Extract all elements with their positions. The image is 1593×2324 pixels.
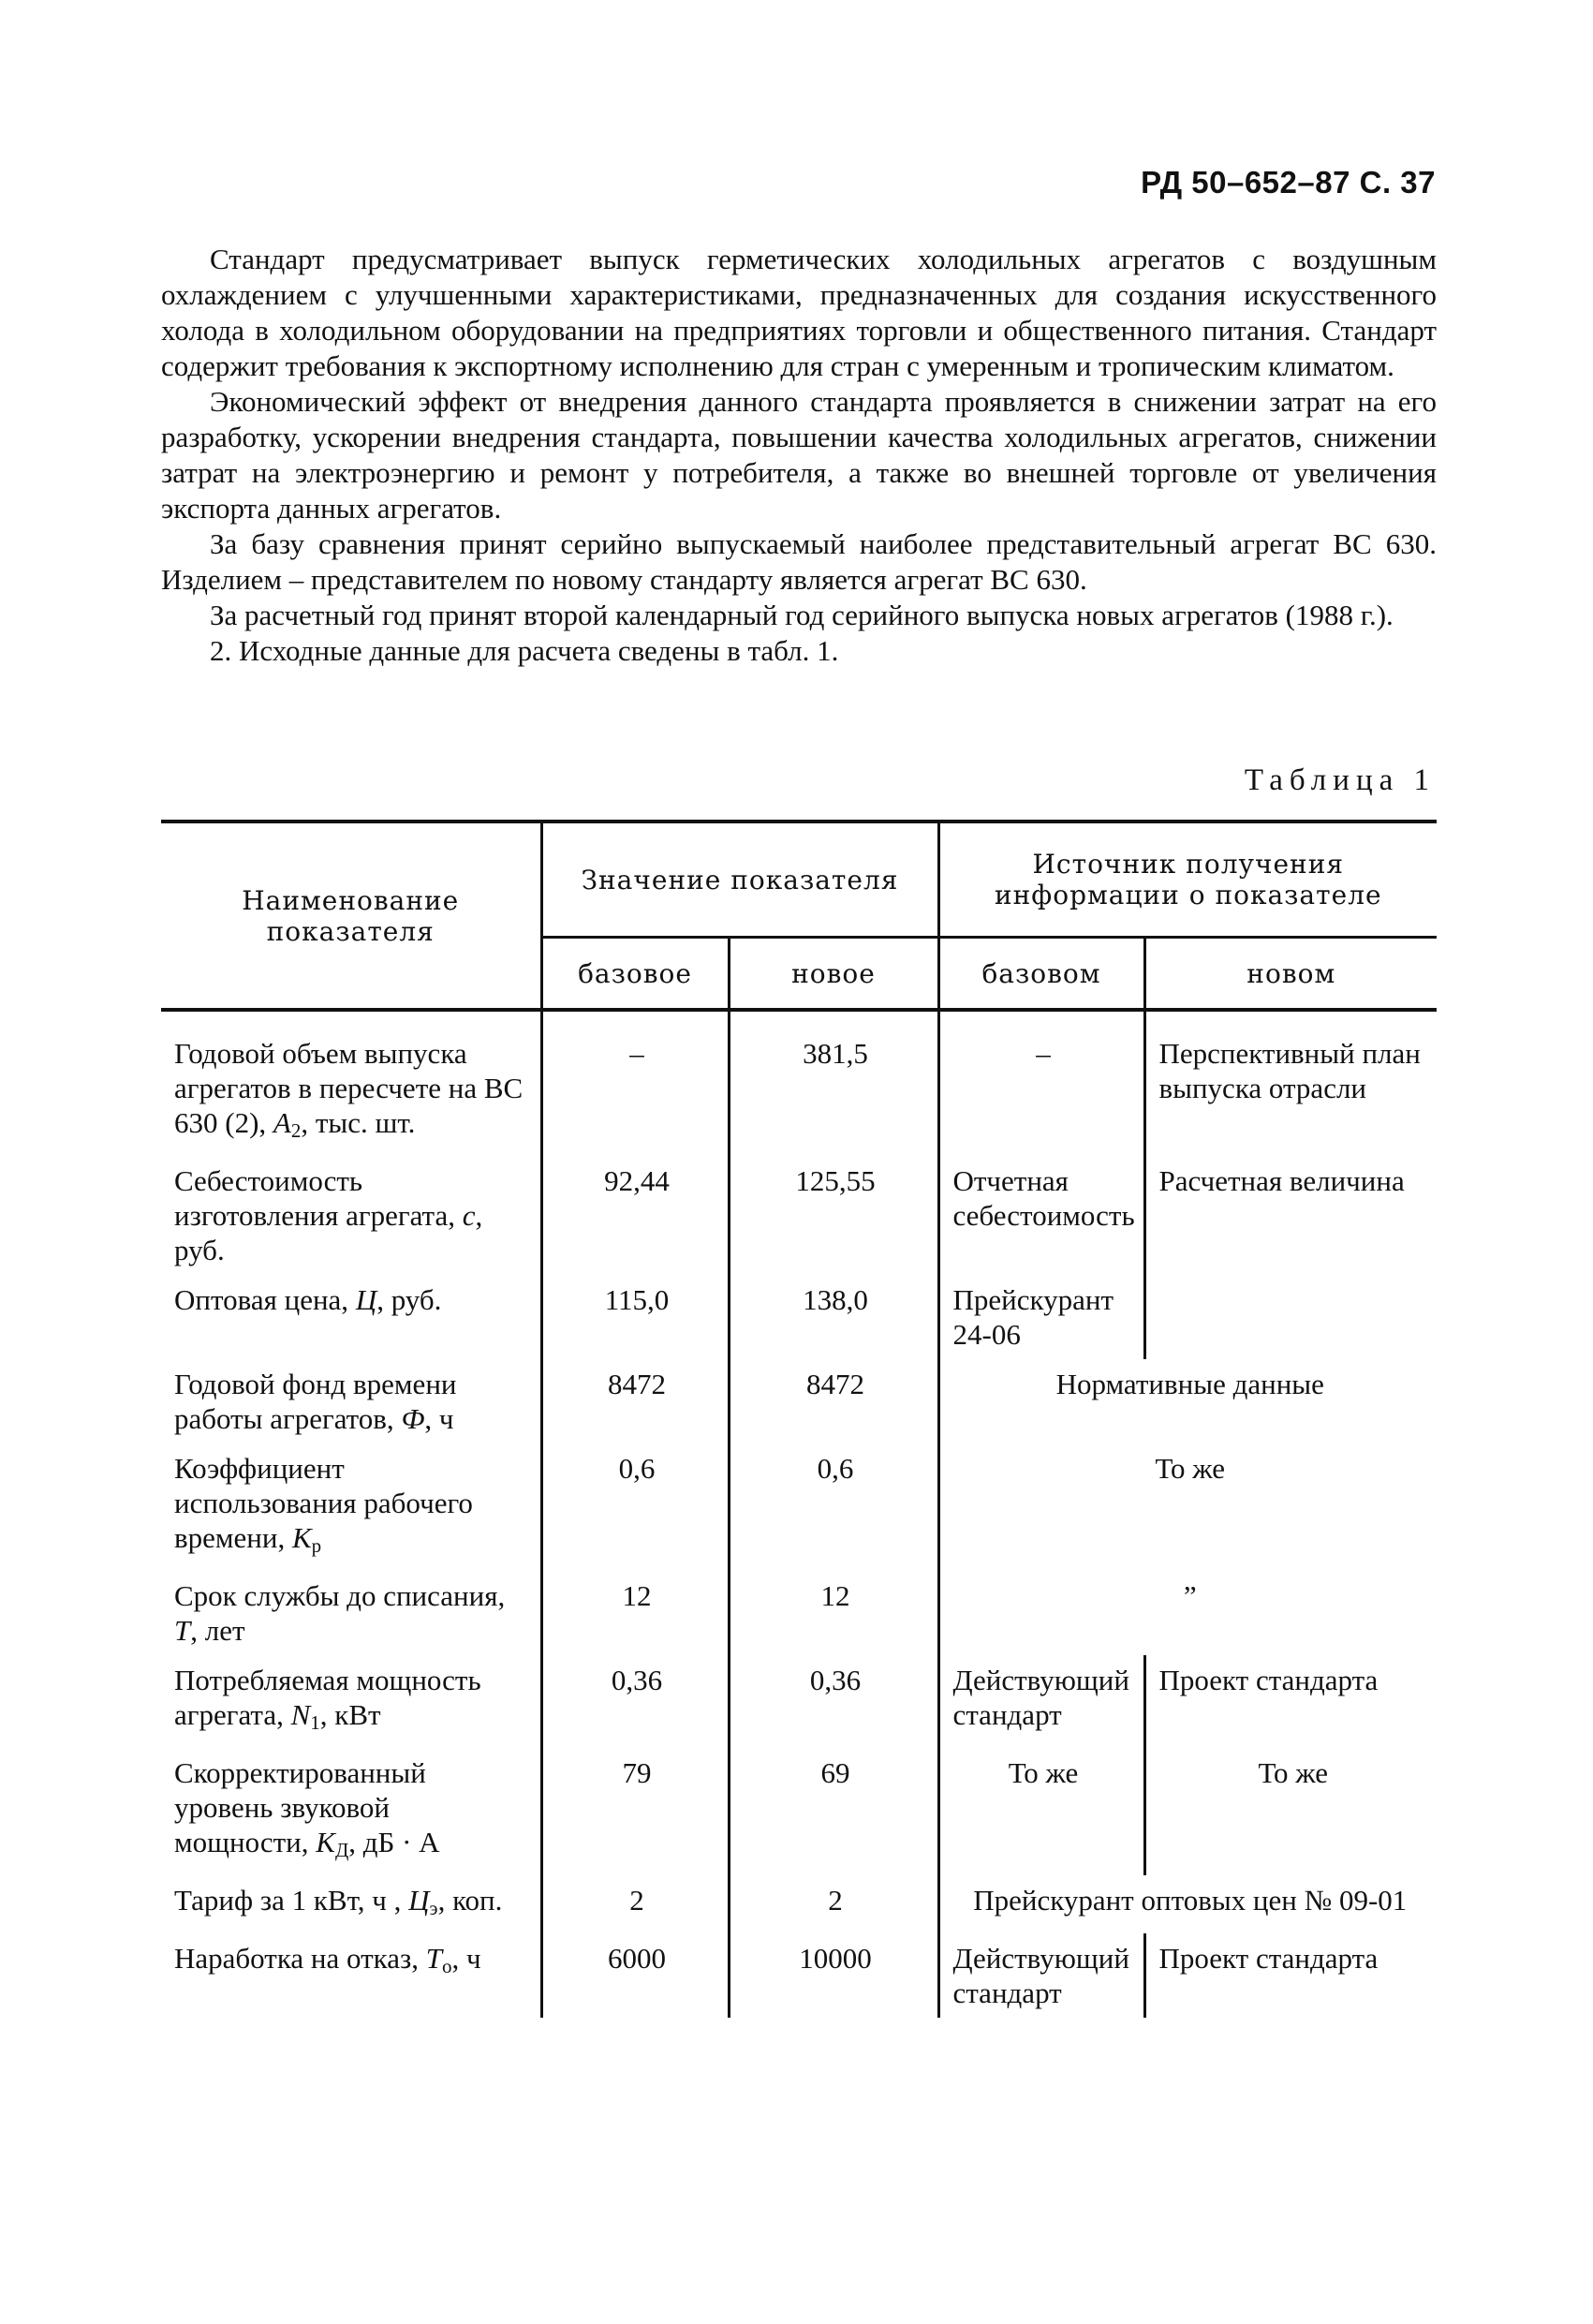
row-base: 8472 <box>541 1359 729 1443</box>
row-base: 79 <box>541 1748 729 1875</box>
row-base: 0,36 <box>541 1655 729 1748</box>
row-source-merged: Прейскурант оптовых цен № 09-01 <box>973 1884 1408 1917</box>
row-new-src: То же <box>1258 1756 1329 1789</box>
row-name: Скорректированный уровень звуковой мощности, $K_Д$, дБ · А <box>161 1748 541 1875</box>
row-new: 8472 <box>729 1359 938 1443</box>
row-new: 0,6 <box>729 1443 938 1571</box>
table-row <box>161 1748 1437 1875</box>
header-source: Источник получения информации о показателе <box>938 822 1437 938</box>
row-name: Наработка на отказ, $T_о$, ч <box>161 1933 541 2018</box>
row-base: 115,0 <box>541 1275 729 1359</box>
table-caption: Таблица 1 <box>1244 763 1436 797</box>
row-name: Годовой фонд времени работы агрегатов, Ф, ч <box>161 1359 541 1443</box>
row-base: – <box>541 1029 729 1156</box>
row-source-merged: То же <box>1155 1452 1226 1485</box>
row-name: Оптовая цена, Ц, руб. <box>161 1275 541 1359</box>
row-new: 125,55 <box>729 1156 938 1275</box>
paragraph: За расчетный год принят второй календарный год серийного выпуска новых агрегатов (1988 г.). <box>210 599 1394 631</box>
paragraph: Стандарт предусматривает выпуск герметических холодильных агрегатов с воздушным охлаждением с улучшенными характеристиками, предназначенных для создания искусственного холода в холодильном оборудовании на предприятиях торговли и общественного питания. Стандарт содержит требования к экспортному исполнению для стран с умеренным и тропическим климатом. <box>161 243 1437 382</box>
row-base: 2 <box>541 1875 729 1933</box>
table-row <box>161 1655 1437 1748</box>
body-text <box>161 242 1437 669</box>
header-base-src: базовом <box>938 938 1144 1011</box>
row-new-src: Проект стандарта <box>1158 1942 1379 1975</box>
row-new: 138,0 <box>729 1275 938 1359</box>
row-base-src: – <box>938 1029 1144 1156</box>
row-base: 12 <box>541 1571 729 1655</box>
row-name: Срок службы до списания, T, лет <box>161 1571 541 1655</box>
header-base: базовое <box>541 938 729 1011</box>
row-new-src: Перспективный план выпуска отрасли <box>1158 1037 1421 1104</box>
paragraph: Экономический эффект от внедрения данного стандарта проявляется в снижении затрат на его разработку, ускорении внедрения стандарта, повышении качества холодильных агрегатов, снижении затрат на электроэнергию и ремонт у потребителя, а также во внешней торговле от увеличения экспорта данных агрегатов. <box>161 385 1437 525</box>
paragraph: 2. Исходные данные для расчета сведены в табл. 1. <box>210 634 839 667</box>
table-row <box>161 1571 1437 1655</box>
row-base-src: Действующий стандарт <box>938 1655 1144 1748</box>
table-row <box>161 1875 1437 1933</box>
row-new-src: Расчетная величина <box>1158 1164 1405 1197</box>
row-name: Коэффициент использования рабочего времени, $K_р$ <box>161 1443 541 1571</box>
row-new: 10000 <box>729 1933 938 2018</box>
table-row <box>161 1359 1437 1443</box>
row-new: 0,36 <box>729 1655 938 1748</box>
row-new: 2 <box>729 1875 938 1933</box>
table-row <box>161 1275 1437 1359</box>
header-new: новое <box>729 938 938 1011</box>
header-new-src: новом <box>1144 938 1437 1011</box>
row-name: Тариф за 1 кВт, ч , $Ц_э$, коп. <box>161 1875 541 1933</box>
row-base-src: Действующий стандарт <box>938 1933 1144 2018</box>
row-new-src <box>1144 1275 1437 1359</box>
row-new: 381,5 <box>729 1029 938 1156</box>
row-base-src: Отчетная себестоимость <box>938 1156 1144 1275</box>
row-base: 92,44 <box>541 1156 729 1275</box>
data-table <box>161 820 1437 2018</box>
row-new: 69 <box>729 1748 938 1875</box>
row-name: Потребляемая мощность агрегата, $N_1$, кВт <box>161 1655 541 1748</box>
row-name: Себестоимость изготовления агрегата, c, руб. <box>161 1156 541 1275</box>
table-row <box>161 1029 1437 1156</box>
row-base: 6000 <box>541 1933 729 2018</box>
row-name: Годовой объем выпуска агрегатов в пересчете на ВС 630 (2), $A_2$, тыс. шт. <box>161 1029 541 1156</box>
table-row <box>161 1156 1437 1275</box>
row-source-merged: Нормативные данные <box>1055 1368 1324 1400</box>
row-base: 0,6 <box>541 1443 729 1571</box>
paragraph: За базу сравнения принят серийно выпускаемый наиболее представительный агрегат ВС 630. Изделием – представителем по новому стандарту является агрегат ВС 630. <box>161 527 1437 596</box>
row-base-src: Прейскурант 24-06 <box>938 1275 1144 1359</box>
row-source-merged: ” <box>1183 1579 1197 1612</box>
row-base-src: То же <box>938 1748 1144 1875</box>
page-header: РД 50–652–87 С. 37 <box>1141 165 1436 200</box>
table-row <box>161 1933 1437 2018</box>
table-row <box>161 1443 1437 1571</box>
header-name: Наименование показателя <box>161 822 541 1010</box>
row-new: 12 <box>729 1571 938 1655</box>
header-value: Значение показателя <box>541 822 938 938</box>
row-new-src: Проект стандарта <box>1158 1664 1379 1696</box>
